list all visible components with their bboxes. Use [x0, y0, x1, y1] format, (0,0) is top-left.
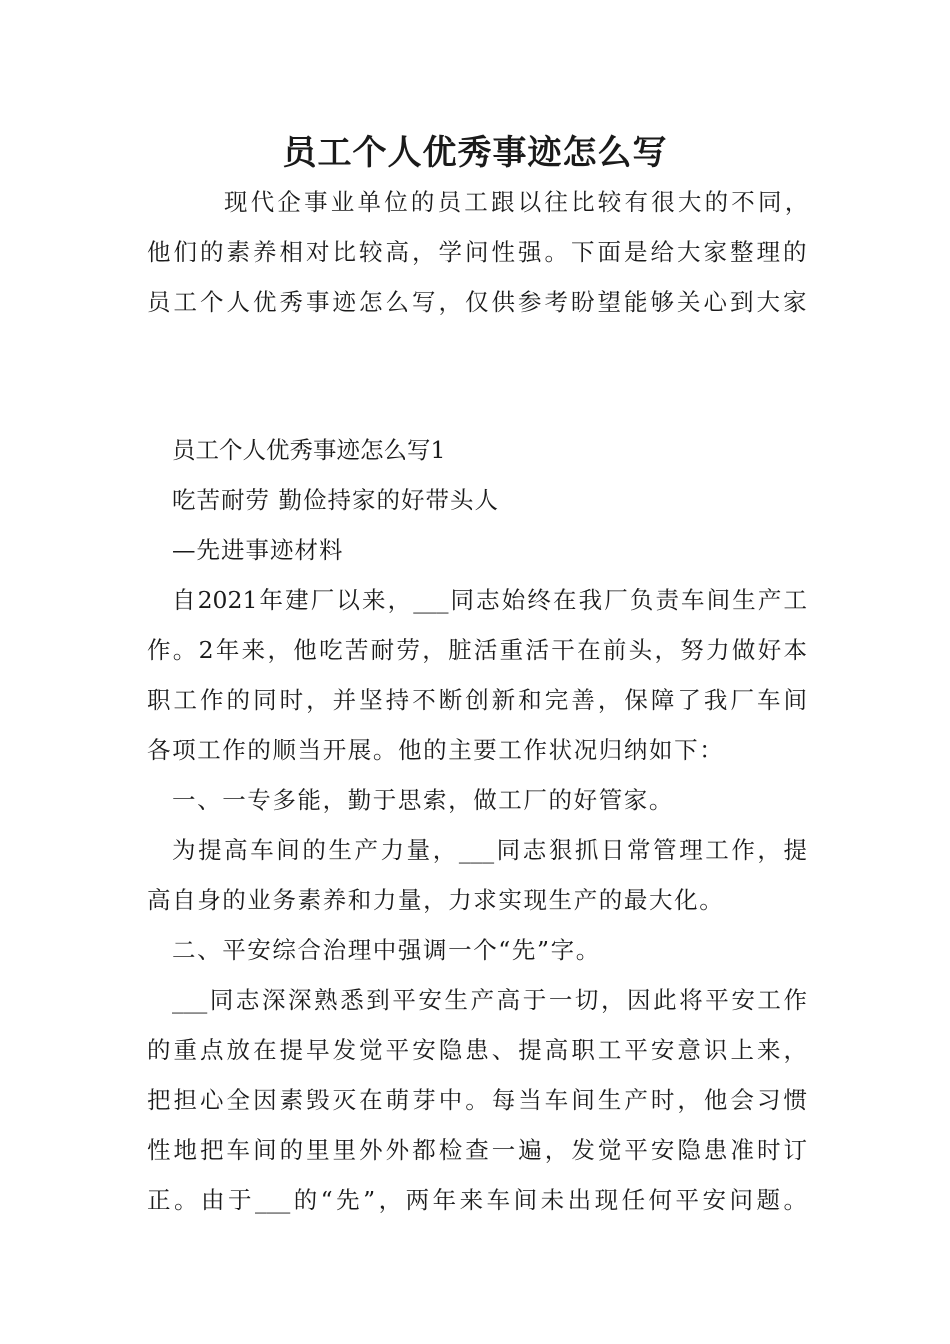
paragraph-line: ___同志深深熟悉到平安生产高于一切，因此将平安工作: [172, 986, 807, 1014]
intro-line-3: 员工个人优秀事迹怎么写，仅供参考盼望能够关心到大家: [147, 288, 810, 316]
paragraph-line: 性地把车间的里里外外都检查一遍，发觉平安隐患准时订: [147, 1136, 807, 1164]
paragraph-line: 自2021年建厂以来，___同志始终在我厂负责车间生产工: [172, 586, 807, 614]
paragraph-line: 的重点放在提早发觉平安隐患、提高职工平安意识上来，: [147, 1036, 807, 1064]
section-heading: 员工个人优秀事迹怎么写1: [172, 436, 446, 464]
paragraph-line: 职工作的同时，并坚持不断创新和完善，保障了我厂车间: [147, 686, 807, 714]
document-title: 员工个人优秀事迹怎么写: [282, 133, 668, 173]
section-subtitle: 吃苦耐劳 勤俭持家的好带头人: [172, 486, 499, 514]
paragraph-line: 各项工作的顺当开展。他的主要工作状况归纳如下：: [147, 736, 725, 764]
paragraph-line: 把担心全因素毁灭在萌芽中。每当车间生产时，他会习惯: [147, 1086, 807, 1114]
intro-line-2: 他们的素养相对比较高，学问性强。下面是给大家整理的: [147, 238, 810, 266]
intro-line-1: 现代企事业单位的员工跟以往比较有很大的不同，: [224, 188, 812, 216]
section-point-2: 二、平安综合治理中强调一个“先”字。: [172, 936, 601, 964]
section-point-1: 一、一专多能，勤于思索，做工厂的好管家。: [172, 786, 674, 814]
paragraph-line: 正。由于___的“先”，两年来车间未出现任何平安问题。: [147, 1186, 807, 1214]
paragraph-line: 为提高车间的生产力量，___同志狠抓日常管理工作，提: [172, 836, 807, 864]
paragraph-line: 作。2年来，他吃苦耐劳，脏活重活干在前头，努力做好本: [147, 636, 807, 664]
paragraph-line: 高自身的业务素养和力量，力求实现生产的最大化。: [147, 886, 725, 914]
section-note: —先进事迹材料: [172, 536, 344, 564]
